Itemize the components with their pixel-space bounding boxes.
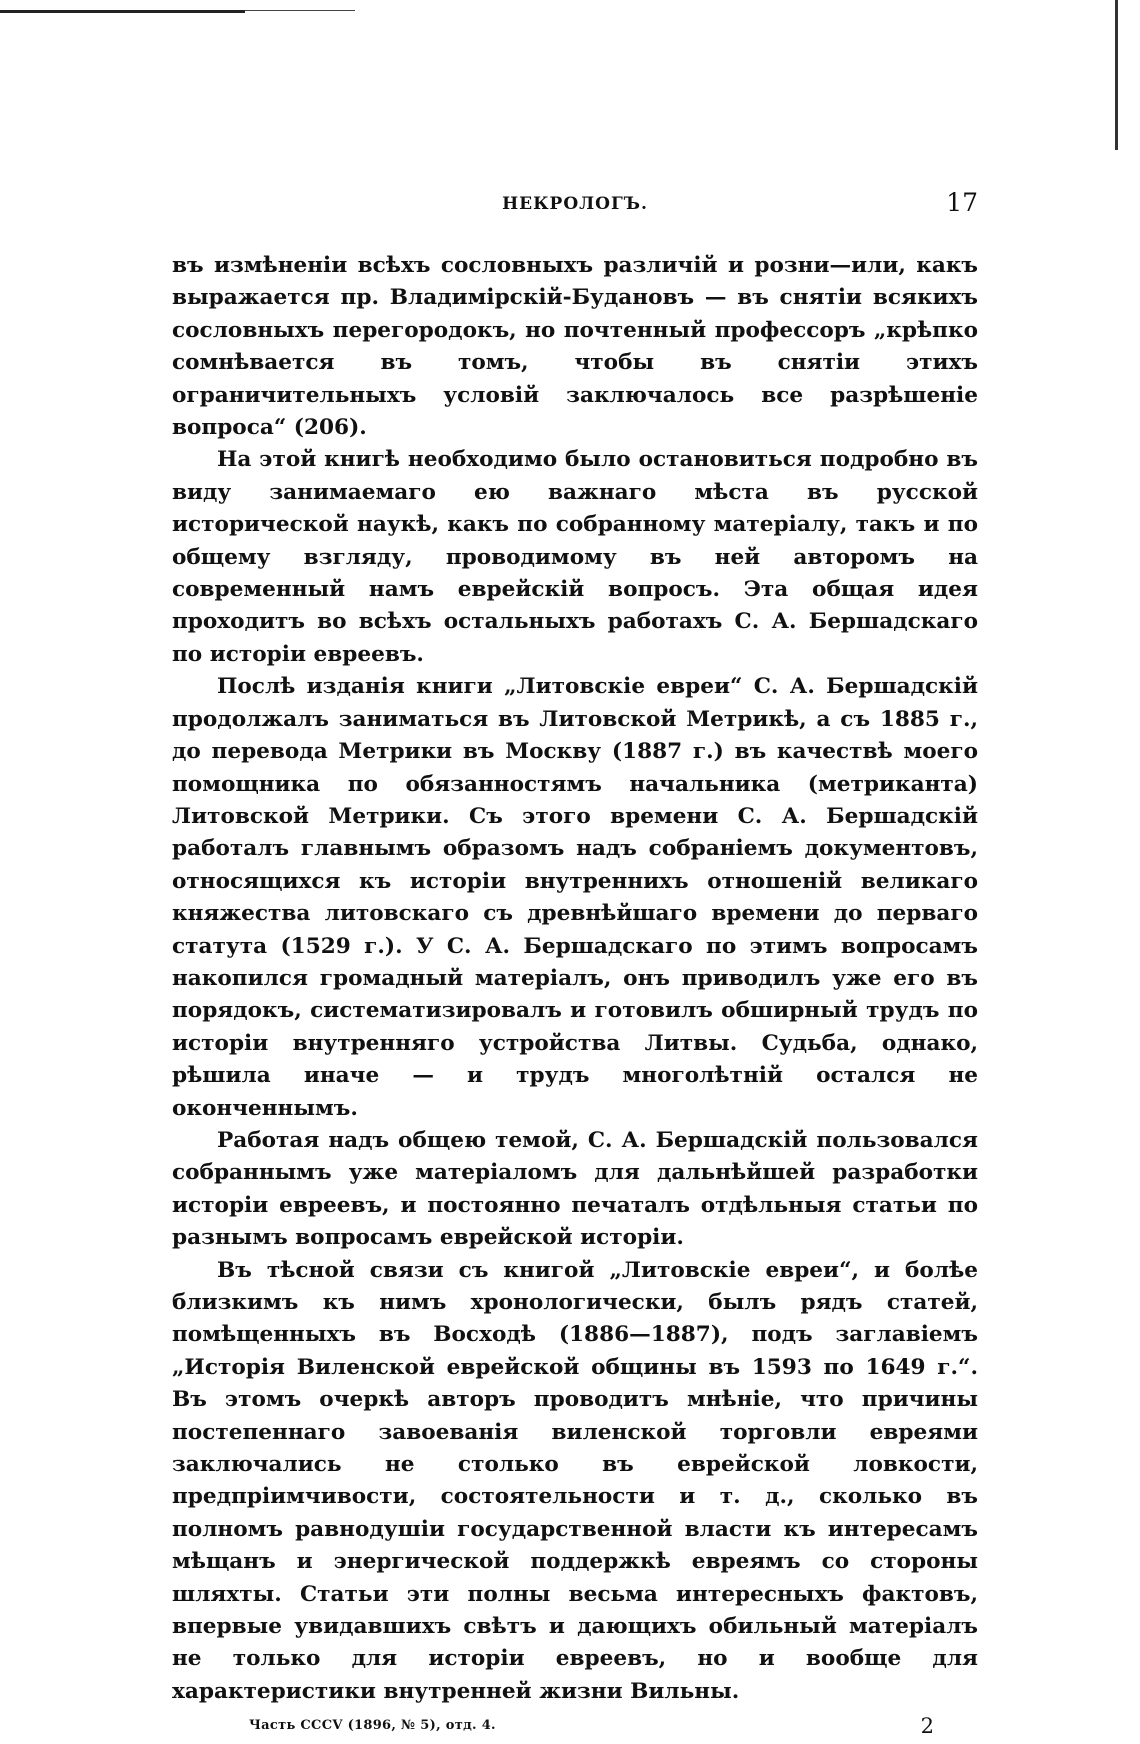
- right-edge-rule: [1115, 0, 1118, 150]
- signature-mark: 2: [920, 1714, 934, 1739]
- paragraph-1: въ измѣненіи всѣхъ сословныхъ различій и розни—или, какъ выражается пр. Владимірскій-Будановъ — въ снятіи всякихъ сословныхъ перегородокъ, но почтенный профессоръ „крѣпко сомнѣвается въ томъ, чтобы въ снятіи этихъ ограничительныхъ условій заключалось все разрѣшеніе вопроса“ (206).: [172, 253, 978, 441]
- paragraph-3: Послѣ изданія книги „Литовскіе евреи“ С. А. Бершадскій продолжалъ заниматься въ Литовской Метрикѣ, а съ 1885 г., до перевода Метрики въ Москву (1887 г.) въ качествѣ моего помощника по обязанностямъ начальника (метриканта) Литовской Метрики. Съ этого времени С. А. Бершадскій работалъ главнымъ образомъ надъ собраніемъ документовъ, относящихся къ исторіи внутреннихъ отношеній великаго княжества литовскаго съ древнѣйшаго времени до перваго статута (1529 г.). У С. А. Бершадскаго по этимъ вопросамъ накопился громадный матеріалъ, онъ приводилъ уже его въ порядокъ, систематизировалъ и готовилъ обширный трудъ по исторіи внутренняго устройства Литвы. Судьба, однако, рѣшила иначе — и трудъ многолѣтній остался не оконченнымъ.: [172, 674, 978, 1121]
- paragraph-4: Работая надъ общею темой, С. А. Бершадскій пользовался собраннымъ уже матеріаломъ для дальнѣйшей разработки исторіи евреевъ, и постоянно печаталъ отдѣльныя статьи по разнымъ вопросамъ еврейской исторіи.: [172, 1127, 978, 1251]
- running-title: НЕКРОЛОГЪ.: [502, 194, 648, 214]
- paragraph-5: Въ тѣсной связи съ книгой „Литовскіе евреи“, и болѣе близкимъ къ нимъ хронологически, былъ рядъ статей, помѣщенныхъ въ Восходѣ (1886—1887), подъ заглавіемъ „Исторія Виленской еврейской общины въ 1593 по 1649 г.“. Въ этомъ очеркѣ авторъ проводитъ мнѣніе, что причины постепеннаго завоеванія виленской торговли евреями заключались не столько въ еврейской ловкости, предпріимчивости, состоятельности и т. д., сколько въ полномъ равнодушіи государственной власти къ интересамъ мѣщанъ и энергической поддержкѣ евреямъ со стороны шляхты. Статьи эти полны весьма интересныхъ фактовъ, впервые увидавшихъ свѣтъ и дающихъ обильный матеріалъ не только для исторіи евреевъ, но и вообще для характеристики внутренней жизни Вильны.: [172, 1257, 978, 1704]
- signature-line: Часть CCCV (1896, № 5), отд. 4.: [249, 1718, 496, 1734]
- running-header: [172, 188, 978, 228]
- top-rule-thin: [245, 10, 355, 11]
- page-number: 17: [946, 188, 978, 217]
- page: [172, 188, 978, 1744]
- page-footer: [172, 1714, 978, 1744]
- top-rule: [0, 10, 245, 13]
- paragraph-2: На этой книгѣ необходимо было остановиться подробно въ виду занимаемаго ею важнаго мѣста въ русской исторической наукѣ, какъ по собранному матеріалу, такъ и по общему взгляду, проводимому въ ней авторомъ на современный намъ еврейскій вопросъ. Эта общая идея проходитъ во всѣхъ остальныхъ работахъ С. А. Бершадскаго по исторіи евреевъ.: [172, 447, 978, 667]
- body-text: [172, 250, 978, 1708]
